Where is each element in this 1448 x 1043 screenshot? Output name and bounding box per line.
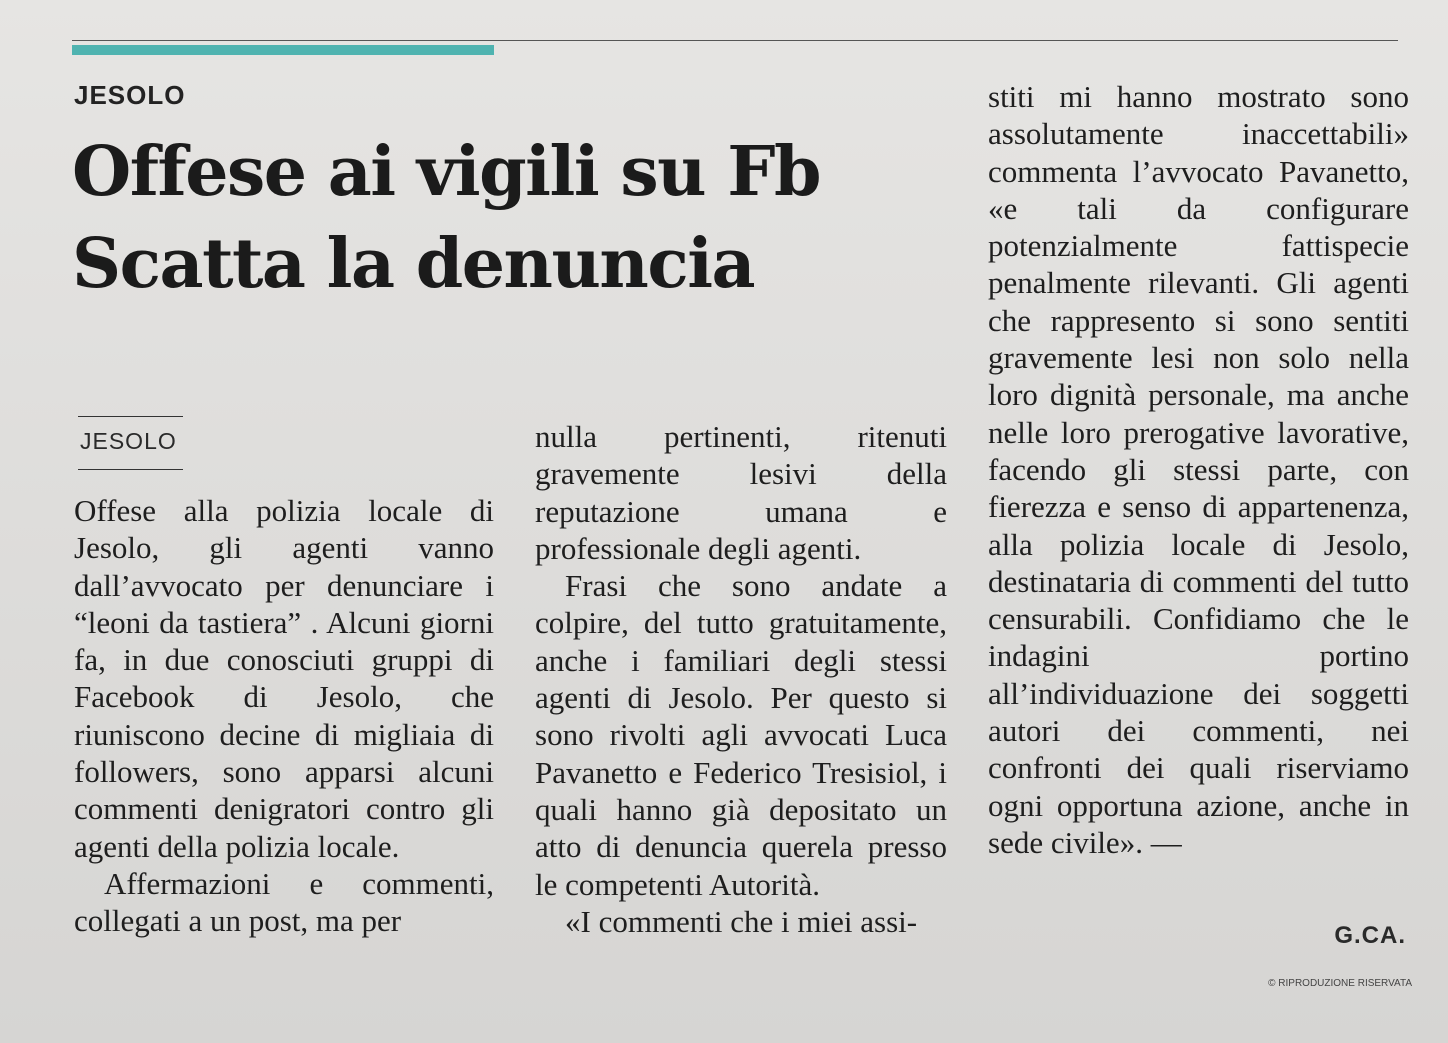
paragraph: nulla pertinenti, ritenuti gravemente lesivi della reputazione umana e professionale degli agenti. bbox=[535, 419, 947, 566]
headline bbox=[72, 126, 952, 310]
paragraph: Frasi che sono andate a colpire, del tutto gratuitamente, anche i familiari degli stessi agenti di Jesolo. Per questo si sono rivolti agli avvocati Luca Pavanetto e Federico Tresisiol, i quali hanno già depositato un atto di denuncia querela presso le competenti Autorità. bbox=[535, 568, 947, 902]
section-accent-bar bbox=[72, 45, 494, 55]
paragraph: Offese alla polizia locale di Jesolo, gli agenti vanno dall’avvocato per denunciare i “leoni da tastiera” . Alcuni giorni fa, in due conosciuti gruppi di Facebook di Jesolo, che riuniscono decine di migliaia di followers, sono apparsi alcuni commenti denigratori contro gli agenti della polizia locale. bbox=[74, 493, 494, 864]
section-kicker: JESOLO bbox=[74, 80, 186, 110]
author-signature: G.CA. bbox=[1334, 922, 1406, 949]
body-column-2 bbox=[535, 418, 947, 940]
body-column-1 bbox=[74, 492, 494, 940]
dateline-rule-bottom bbox=[78, 469, 183, 470]
paragraph: Affermazioni e commenti, collegati a un post, ma per bbox=[74, 865, 494, 939]
top-rule bbox=[72, 40, 1398, 41]
paragraph: «I commenti che i miei assi- bbox=[565, 903, 918, 939]
headline-line-2: Scatta la denuncia bbox=[72, 224, 755, 304]
dateline-rule-top bbox=[78, 416, 183, 417]
copyright-notice: © RIPRODUZIONE RISERVATA bbox=[1268, 978, 1412, 989]
headline-line-1: Offese ai vigili su Fb bbox=[72, 132, 821, 212]
paragraph: stiti mi hanno mostrato sono assolutamente inaccettabili» commenta l’avvocato Pavanetto, «e tali da configurare potenzialmente fattispecie penalmente rilevanti. Gli agenti che rappresento si sono sentiti gravemente lesi non solo nella loro dignità personale, ma anche nelle loro prerogative lavorative, facendo gli stessi parte, con fierezza e senso di appartenenza, alla polizia locale di Jesolo, destinataria di commenti del tutto censurabili. Confidiamo che le indagini portino all’individuazione dei soggetti autori dei commenti, nei confronti dei quali riserviamo ogni opportuna azione, anche in sede civile». — bbox=[988, 79, 1409, 860]
dateline: JESOLO bbox=[80, 428, 177, 454]
body-column-3 bbox=[988, 78, 1409, 861]
